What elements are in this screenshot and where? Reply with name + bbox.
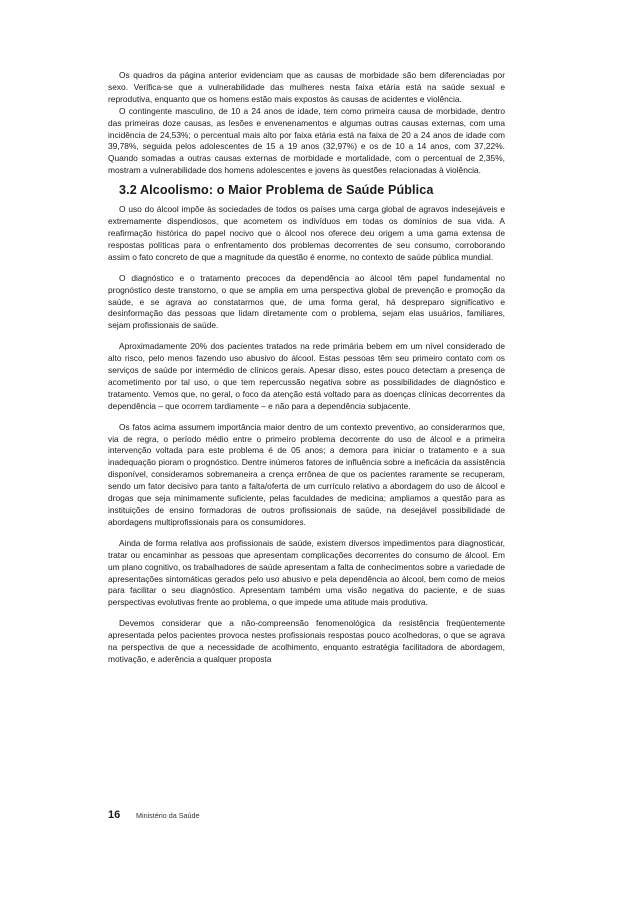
publisher-label: Ministério da Saúde [136,811,200,820]
paragraph-section-5: Ainda de forma relativa aos profissionais de saúde, existem diversos impedimentos para diagnosticar, tratar ou encaminhar as pessoas que apresentam complicações decorrentes do consumo de álcool. Em um plano cognitivo, os trabalhadores de saúde apresentam a falta de conhecimentos sobre a variedade de apresentações sintomáticas gerados pelo uso abusivo e pela dependência ao álcool, bem como de meios para facilitar o seu diagnóstico. Apresentam também uma visão negativa do paciente, e de suas perspectivas evolutivas frente ao problema, o que impede uma atitude mais produtiva. [108,537,505,608]
paragraph-intro-2: O contingente masculino, de 10 a 24 anos de idade, tem como primeira causa de morbidade, dentro das primeiras doze causas, as lesões e envenenamentos e algumas outras causas externas, com uma incidência de 24,53%; o percentual mais alto por faixa etária está na faixa de 20 a 24 anos de idade com 39,78%, seguida pelos adolescentes de 15 a 19 anos (32,97%) e os de 10 a 14 anos, com 37,22%. Quando somadas a outras causas externas de morbidade e mortalidade, com o percentual de 2,35%, mostram a vulnerabilidade dos homens adolescentes e jovens às questões relacionadas à violência. [108,105,505,176]
page-number: 16 [108,809,121,821]
paragraph-section-2: O diagnóstico e o tratamento precoces da dependência ao álcool têm papel fundamental no prognóstico deste transtorno, o que se amplia em uma perspectiva global de prevenção e promoção da saúde, e se agrava ao constatarmos que, de uma forma geral, há despreparo significativo e desinformação das pessoas que lidam diretamente com o problema, sejam elas usuários, familiares, sejam profissionais de saúde. [108,272,505,331]
page-footer [108,809,200,821]
paragraph-intro-1: Os quadros da página anterior evidenciam que as causas de morbidade são bem diferenciadas por sexo. Verifica-se que a vulnerabilidade das mulheres nesta faixa etária está na saúde sexual e reprodutiva, enquanto que os homens estão mais expostos às causas de acidentes e violência. [108,70,505,104]
page-body [108,70,505,666]
paragraph-section-6: Devemos considerar que a não-compreensão fenomenológica da resistência freqüentemente apresentada pelos pacientes provoca nestes profissionais respostas pouco acolhedoras, o que se agrava na perspectiva de que a necessidade de acolhimento, enquanto estratégia facilitadora de abordagem, motivação, e aderência a qualquer proposta [108,618,505,664]
paragraph-section-4: Os fatos acima assumem importância maior dentro de um contexto preventivo, ao considerarmos que, via de regra, o período médio entre o primeiro problema decorrente do uso de álcool e a primeira intervenção voltada para este problema é de 05 anos; a demora para iniciar o tratamento e a sua inadequação pioram o prognóstico. Dentre inúmeros fatores de influência sobre a ineficácia da assistência disponível, consideramos sobremaneira a crença errônea de que os pacientes raramente se recuperam, sendo um fator decisivo para tanto a falta/oferta de um currículo relativo a abordagem do uso de álcool e drogas que seja minimamente suficiente, pelas faculdades de medicina; ampliamos a questão para as instituições de ensino formadoras de outros profissionais de saúde, na desejável possibilidade de abordagens multiprofissionais para os consumidores. [108,421,505,527]
paragraph-section-1: O uso do álcool impõe às sociedades de todos os países uma carga global de agravos indesejáveis e extremamente dispendiosos, que acometem os indivíduos em todas os domínios de sua vida. A reafirmação histórica do papel nocivo que o álcool nos oferece deu origem a uma gama extensa de respostas políticas para o enfrentamento dos problemas decorrentes de seu consumo, corroborando assim o fato concreto de que a magnitude da questão é enorme, no contexto de saúde pública mundial. [108,204,505,262]
section-heading: 3.2 Alcoolismo: o Maior Problema de Saúde Pública [119,183,434,198]
paragraph-section-3: Aproximadamente 20% dos pacientes tratados na rede primária bebem em um nível considerado de alto risco, pelo menos fazendo uso abusivo do álcool. Estas pessoas têm seu primeiro contato com os serviços de saúde por intermédio de clínicos gerais. Apesar disso, estes pouco detectam a presença de acometimento por tal uso, o que tem repercussão negativa sobre as possibilidades de diagnóstico e tratamento. Vemos que, no geral, o foco da atenção está voltado para as doenças clínicas decorrentes da dependência – que ocorrem tardiamente – e não para a dependência subjacente. [108,341,505,411]
